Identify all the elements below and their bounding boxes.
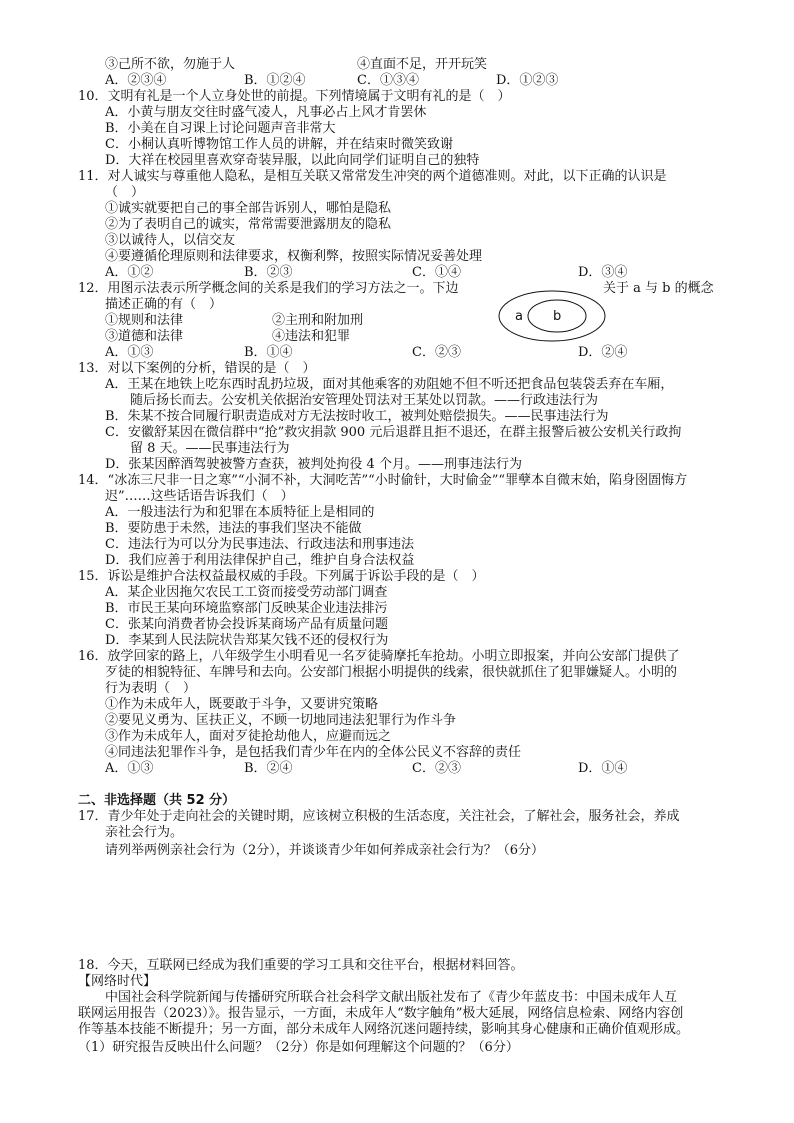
q16-statement-2: ②要见义勇为、匡扶正义，不顾一切地同违法犯罪行为作斗争 (105, 713, 457, 728)
q9-option-d[interactable]: D．①②③ (496, 73, 559, 88)
q12-stem-line1: 12．用图示法表示所学概念间的关系是我们的学习方法之一。下边 (78, 281, 459, 296)
q17-stem-line1: 17．青少年处于走向社会的关键时期，应该树立积极的生活态度，关注社会，了解社会，服务社会，养成 (78, 809, 680, 824)
q15-option-c[interactable]: C．张某向消费者协会投诉某商场产品有质量问题 (105, 617, 388, 632)
q11-statement-1: ①诚实就要把自己的事全部告诉别人，哪怕是隐私 (105, 201, 392, 216)
q16-option-d[interactable]: D．①④ (578, 761, 628, 776)
q16-stem-line2: 歹徒的相貌特征、车牌号和去向。公安部门根据小明提供的线索，很快就抓住了犯罪嫌疑人。小明的 (105, 665, 678, 680)
q11-option-d[interactable]: D．③④ (578, 265, 628, 280)
q13-option-c[interactable]: C．安徽舒某因在微信群中“抢”救灾捐款 900 元后退群且拒不退还，在群主报警后被公安机关行政拘 (105, 425, 682, 440)
q10-option-c[interactable]: C．小桐认真听博物馆工作人员的讲解，并在结束时微笑致谢 (105, 137, 453, 152)
q16-option-c[interactable]: C．②③ (412, 761, 461, 776)
section-2-heading: 二、非选择题（共 52 分） (78, 793, 236, 808)
q15-option-d[interactable]: D．李某到人民法院状告郑某欠钱不还的侵权行为 (105, 633, 389, 648)
label-a: a (515, 309, 523, 324)
q10-stem: 10．文明有礼是一个人立身处世的前提。下列情境属于文明有礼的是（ ） (78, 89, 511, 104)
q18-material-tag: 【网络时代】 (78, 974, 157, 989)
q12-statement-4: ④违法和犯罪 (272, 329, 351, 344)
q15-stem: 15．诉讼是维护合法权益最权威的手段。下列属于诉讼手段的是（ ） (78, 569, 485, 584)
q12-statement-2: ②主刑和附加刑 (272, 313, 364, 328)
q14-stem-line1: 14．“冰冻三尺非一日之寒”“小洞不补，大洞吃苦”“小时偷针，大时偷金”“罪孽本自微末始，陷身囹圄悔方 (78, 473, 688, 488)
q13-stem: 13．对以下案例的分析，错误的是（ ） (78, 361, 316, 376)
q11-option-c[interactable]: C．①④ (412, 265, 461, 280)
q12-statement-3: ③道德和法律 (105, 329, 184, 344)
q11-option-a[interactable]: A．①② (105, 265, 154, 280)
q12-option-a[interactable]: A．①③ (105, 345, 154, 360)
q14-option-b[interactable]: B．要防患于未然，违法的事我们坚决不能做 (105, 521, 362, 536)
q10-option-d[interactable]: D．大祥在校园里喜欢穿奇装异服，以此向同学们证明自己的独特 (105, 153, 480, 168)
q12-option-d[interactable]: D．②④ (578, 345, 628, 360)
q17-prompt: 请列举两例亲社会行为（2分），并谈谈青少年如何养成亲社会行为？（6分） (105, 843, 545, 858)
q11-statement-3: ③以诚待人，以信交友 (105, 233, 236, 248)
q16-statement-1: ①作为未成年人，既要敢于斗争，又要讲究策略 (105, 697, 379, 712)
q11-statement-2: ②为了表明自己的诚实，常常需要泄露朋友的隐私 (105, 217, 392, 232)
q12-statement-1: ①规则和法律 (105, 313, 184, 328)
q12-stem-line1-cont: 关于 a 与 b 的概念 (603, 281, 714, 296)
q11-stem-line2: （ ） (105, 185, 145, 200)
q18-material-line3: 作等基本技能不断提升；另一方面，部分未成年人网络沉迷问题持续，影响其身心健康和正确价值观形成。 (78, 1022, 690, 1037)
q18-material-line1: 中国社会科学院新闻与传播研究所联合社会科学文献出版社发布了《青少年蓝皮书：中国未成年人互 (105, 990, 678, 1005)
q13-option-d[interactable]: D．张某因醉酒驾驶被警方查获，被判处拘役 4 个月。——刑事违法行为 (105, 457, 522, 472)
q14-option-a[interactable]: A．一般违法行为和犯罪在本质特征上是相同的 (105, 505, 375, 520)
q9-statement-3: ③己所不欲，勿施于人 (105, 57, 236, 72)
q18-stem: 18．今天，互联网已经成为我们重要的学习工具和交往平台，根据材料回答。 (78, 958, 524, 973)
q17-stem-line2: 亲社会行为。 (105, 825, 184, 840)
q15-option-a[interactable]: A．某企业因拖欠农民工工资而接受劳动部门调查 (105, 585, 388, 600)
q13-option-c-cont: 留 8 天。——民事违法行为 (130, 441, 290, 456)
q14-option-c[interactable]: C．违法行为可以分为民事违法、行政违法和刑事违法 (105, 537, 414, 552)
q9-statement-4: ④直面不足，开开玩笑 (357, 57, 488, 72)
q18-material-line2: 联网运用报告（2023）》。报告显示，一方面，未成年人“数字触角”极大延展，网络信息检索、网络内容创 (78, 1006, 684, 1021)
q14-option-d[interactable]: D．我们应善于利用法律保护自己，维护自身合法权益 (105, 553, 415, 568)
q16-statement-3: ③作为未成年人，面对歹徒抢劫他人，应避而远之 (105, 729, 392, 744)
q15-option-b[interactable]: B．市民王某向环境监察部门反映某企业违法排污 (105, 601, 388, 616)
q16-stem-line1: 16．放学回家的路上，八年级学生小明看见一名歹徒骑摩托车抢劫。小明立即报案，并向公安部门提供了 (78, 649, 680, 664)
q9-option-a[interactable]: A．②③④ (105, 73, 167, 88)
q13-option-a-cont: 随后扬长而去。公安机关依据治安管理处罚法对王某处以罚款。——行政违法行为 (130, 393, 599, 408)
q13-option-b[interactable]: B．朱某不按合同履行职责造成对方无法按时收工，被判处赔偿损失。——民事违法行为 (105, 409, 609, 424)
q10-option-b[interactable]: B．小美在自习课上讨论问题声音非常大 (105, 121, 336, 136)
q11-option-b[interactable]: B．②③ (244, 265, 293, 280)
q16-option-a[interactable]: A．①③ (105, 761, 154, 776)
q12-stem-line2: 描述正确的有（ ） (105, 297, 223, 312)
q14-stem-line2: 迟”……这些话语告诉我们（ ） (105, 489, 294, 504)
concept-venn-diagram (497, 289, 607, 343)
q11-stem-line1: 11．对人诚实与尊重他人隐私，是相互关联又常常发生冲突的两个道德准则。对此，以下正确的认识是 (78, 169, 667, 184)
q10-option-a[interactable]: A．小黄与朋友交往时盛气凌人，凡事必占上风才肯罢休 (105, 105, 427, 120)
q16-option-b[interactable]: B．②④ (244, 761, 293, 776)
q11-statement-4: ④要遵循伦理原则和法律要求，权衡利弊，按照实际情况妥善处理 (105, 249, 483, 264)
q16-statement-4: ④同违法犯罪作斗争，是包括我们青少年在内的全体公民义不容辞的责任 (105, 745, 522, 760)
q13-option-a[interactable]: A．王某在地铁上吃东西时乱扔垃圾，面对其他乘客的劝阻她不但不听还把食品包装袋丢弃在车厢， (105, 377, 674, 392)
q16-stem-line3: 行为表明（ ） (105, 681, 197, 696)
q9-option-b[interactable]: B．①②④ (244, 73, 306, 88)
q18-subquestion-1: （1）研究报告反映出什么问题？（2分）你是如何理解这个问题的？（6分） (78, 1040, 519, 1055)
q12-option-c[interactable]: C．②③ (412, 345, 461, 360)
q9-option-c[interactable]: C．①③④ (357, 73, 419, 88)
q12-option-b[interactable]: B．①④ (244, 345, 293, 360)
label-b: b (553, 309, 562, 324)
